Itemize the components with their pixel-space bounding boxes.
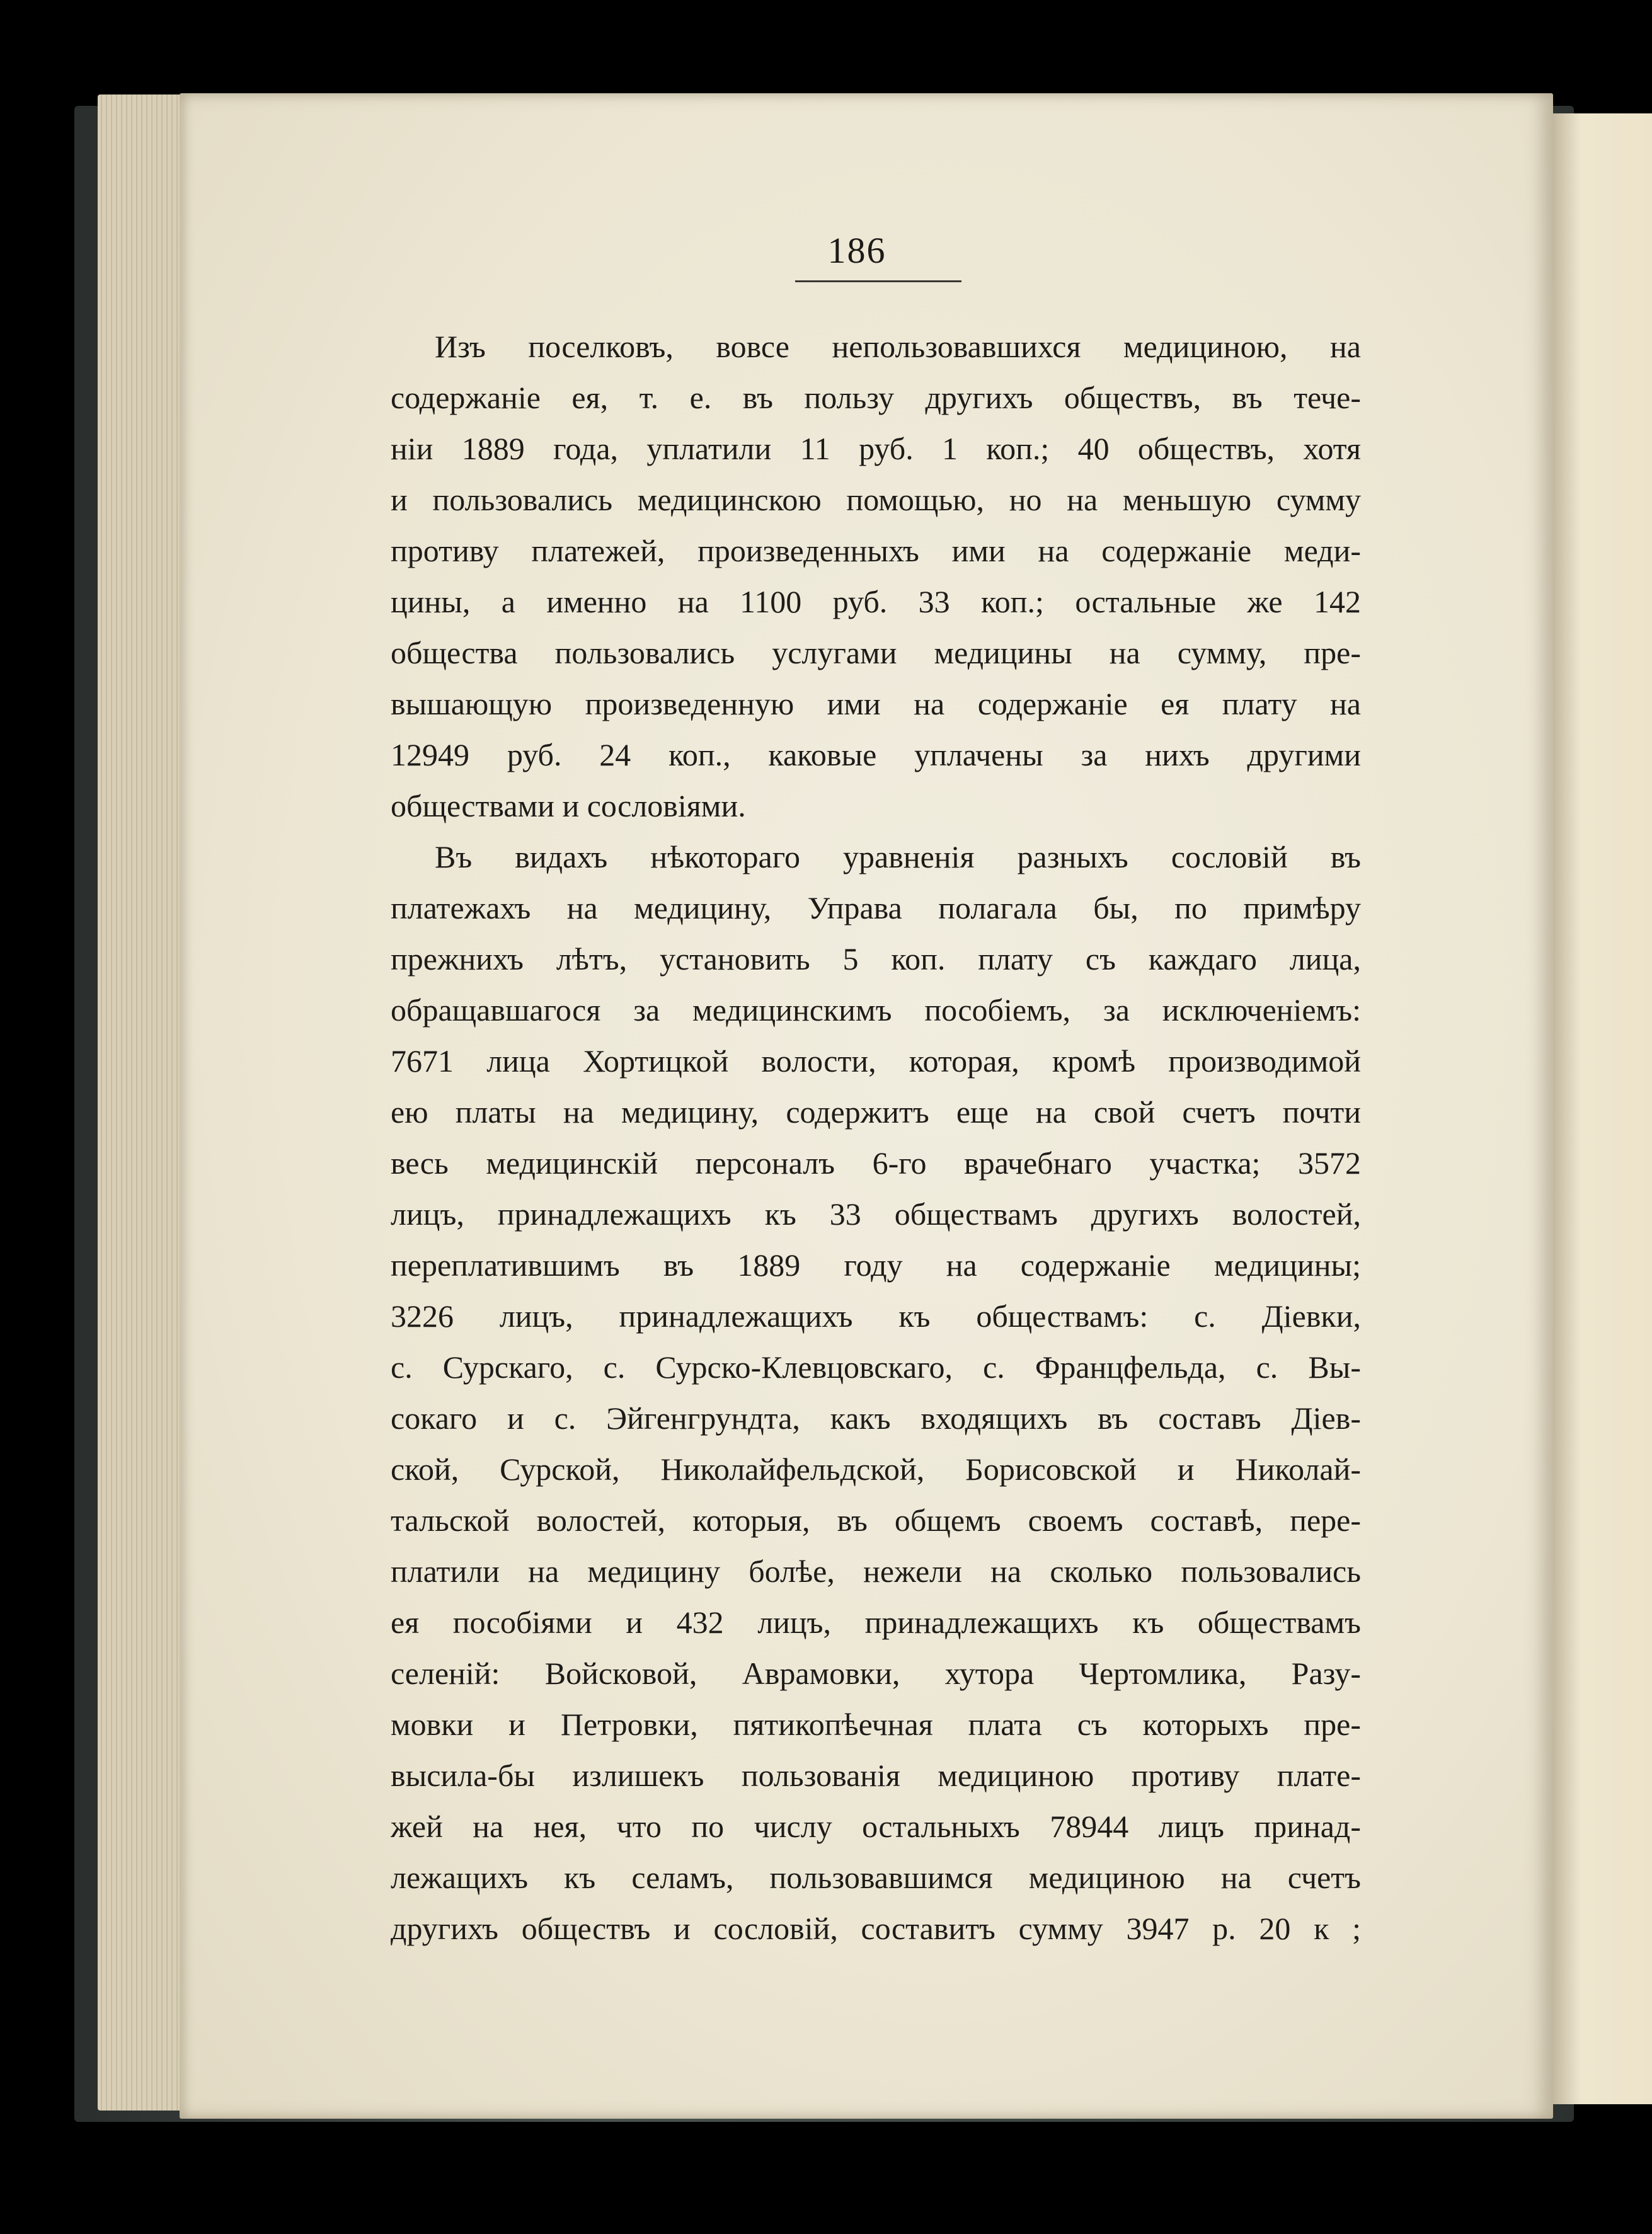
text-line: платили на медицину болѣе, нежели на сколько пользовались xyxy=(391,1554,1361,1589)
text-line: противу платежей, произведенныхъ ими на содержаніе меди- xyxy=(391,533,1361,568)
text-line: платежахъ на медицину, Управа полагала бы, по примѣру xyxy=(391,890,1361,925)
text-line: тальской волостей, которыя, въ общемъ своемъ составѣ, пере- xyxy=(391,1503,1361,1538)
text-line: лежащихъ къ селамъ, пользовавшимся медициною на счетъ xyxy=(391,1860,1361,1895)
page-number-rule xyxy=(795,280,961,282)
text-line: прежнихъ лѣтъ, установить 5 коп. плату съ каждаго лица, xyxy=(391,941,1361,977)
facing-page-edge xyxy=(1550,113,1652,2104)
text-line: 7671 лица Хортицкой волости, которая, кромѣ производимой xyxy=(391,1043,1361,1079)
text-line: 12949 руб. 24 коп., каковые уплачены за нихъ другими xyxy=(391,737,1361,772)
text-line: переплатившимъ въ 1889 году на содержаніе медицины; xyxy=(391,1247,1361,1283)
text-line: жей на нея, что по числу остальныхъ 78944 лицъ принад- xyxy=(391,1809,1361,1844)
text-line: обществами и сословіями. xyxy=(391,788,746,823)
text-line: обращавшагося за медицинскимъ пособіемъ, за исключеніемъ: xyxy=(391,992,1361,1028)
text-line: весь медицинскій персоналъ 6-го врачебнаго участка; 3572 xyxy=(391,1145,1361,1181)
body-text xyxy=(391,321,1361,1954)
text-line: сокаго и с. Эйгенгрундта, какъ входящихъ въ составъ Діев- xyxy=(391,1401,1361,1436)
page-number: 186 xyxy=(827,230,886,271)
text-line: содержаніе ея, т. е. въ пользу другихъ обществъ, въ тече- xyxy=(391,380,1361,415)
text-line: мовки и Петровки, пятикопѣечная плата съ которыхъ пре- xyxy=(391,1707,1361,1742)
text-line: селеній: Войсковой, Аврамовки, хутора Чертомлика, Разу- xyxy=(391,1656,1361,1691)
text-line: вышающую произведенную ими на содержаніе ея плату на xyxy=(391,686,1361,721)
text-line: другихъ обществъ и сословій, составитъ сумму 3947 р. 20 к ; xyxy=(391,1911,1361,1946)
text-line: Въ видахъ нѣкотораго уравненія разныхъ сословій въ xyxy=(435,839,1361,874)
text-line: и пользовались медицинскою помощью, но на меньшую сумму xyxy=(391,482,1361,517)
text-line: ею платы на медицину, содержитъ еще на свой счетъ почти xyxy=(391,1094,1361,1130)
text-line: общества пользовались услугами медицины на сумму, пре- xyxy=(391,635,1361,670)
text-line: высила-бы излишекъ пользованія медициною противу плате- xyxy=(391,1758,1361,1793)
text-line: лицъ, принадлежащихъ къ 33 обществамъ другихъ волостей, xyxy=(391,1196,1361,1232)
text-line: 3226 лицъ, принадлежащихъ къ обществамъ: с. Діевки, xyxy=(391,1298,1361,1334)
text-line: Изъ поселковъ, вовсе непользовавшихся медициною, на xyxy=(435,329,1361,364)
text-line: ея пособіями и 432 лицъ, принадлежащихъ къ обществамъ xyxy=(391,1605,1361,1640)
text-line: цины, а именно на 1100 руб. 33 коп.; остальные же 142 xyxy=(391,584,1361,619)
text-line: с. Сурскаго, с. Сурско-Клевцовскаго, с. Францфельда, с. Вы- xyxy=(391,1349,1361,1385)
text-line: ніи 1889 года, уплатили 11 руб. 1 коп.; 40 обществъ, хотя xyxy=(391,431,1361,466)
text-line: ской, Сурской, Николайфельдской, Борисовской и Николай- xyxy=(391,1452,1361,1487)
